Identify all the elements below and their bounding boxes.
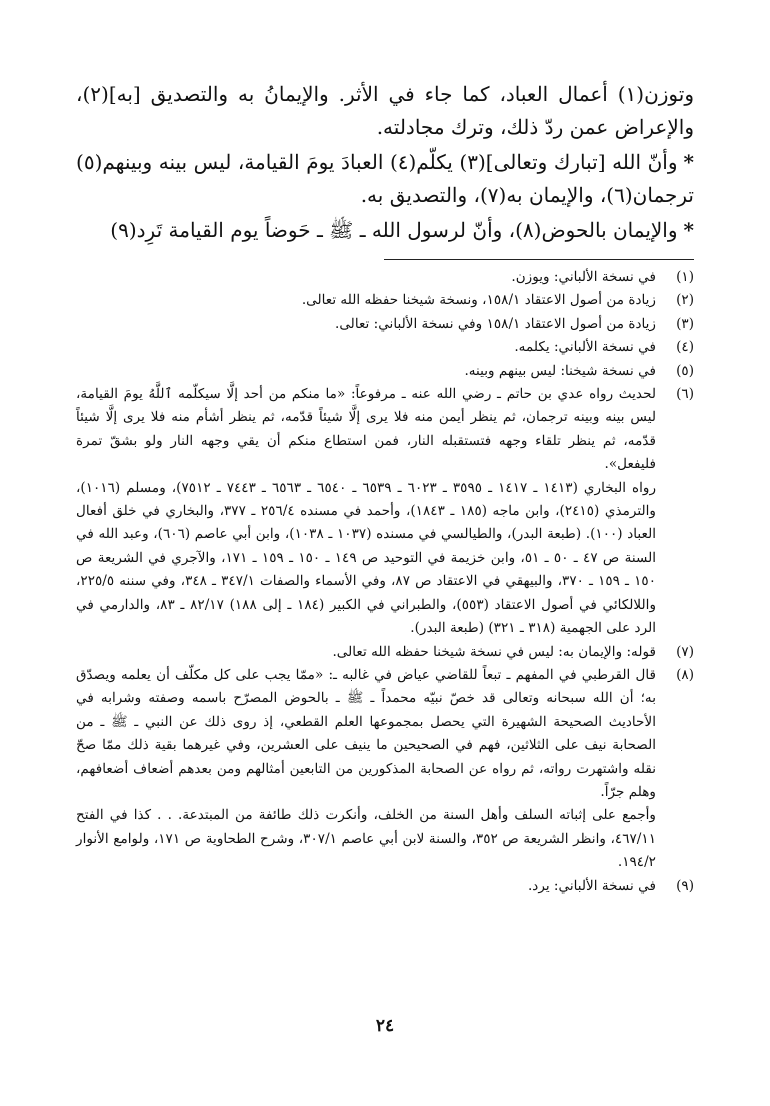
footnote-text <box>76 336 656 359</box>
footnote-number: (٥) <box>676 362 694 379</box>
footnote-text <box>76 383 656 640</box>
footnote-number: (٢) <box>676 292 694 309</box>
main-paragraph-text: وتوزن(١) أعمال العباد، كما جاء في الأثر. والإيمانُ به والتصديق [به](٢)، والإعراض عمن ردّ ذلك، وترك مجادلته. <box>76 82 694 139</box>
footnote-paragraph: في نسخة الألباني: ويوزن. <box>511 269 656 285</box>
main-text <box>76 78 694 247</box>
footnote <box>76 336 694 359</box>
main-paragraph-text: والإيمان بالحوض(٨)، وأنّ لرسول الله ـ ﷺ ـ حَوضاً يوم القيامة تَرِد(٩) <box>110 218 678 242</box>
footnote-paragraph: في نسخة الألباني: يرد. <box>527 877 656 894</box>
asterisk-marker: * <box>683 150 694 174</box>
footnote <box>76 313 694 336</box>
footnote-text <box>76 360 656 383</box>
main-paragraph <box>76 78 694 144</box>
footnote-text <box>76 266 656 289</box>
footnote-paragraph: في نسخة الألباني: يكلمه. <box>514 339 656 356</box>
footnote-paragraph: في نسخة شيخنا: ليس بينهم وبينه. <box>464 362 656 379</box>
footnote <box>76 289 694 312</box>
footnote-text <box>76 875 656 898</box>
footnote-number: (٨) <box>676 666 694 683</box>
asterisk-marker: * <box>683 218 694 242</box>
footnote <box>76 266 694 289</box>
footnotes <box>76 266 694 898</box>
footnote-number: (٧) <box>676 643 694 660</box>
footnote-paragraph: وأجمع على إثباته السلف وأهل السنة من الخلف، وأنكرت ذلك طائفة من المبتدعة. . . كذا في الفتح ٤٦٧/١١، وانظر الشريعة ص ٣٥٢، والسنة لابن أبي عاصم ٣٠٧/١، وشرح الطحاوية ص ١٧١، ولوامع الأنوار ١٩٤/٢. <box>76 807 656 871</box>
footnote-paragraph: قوله: والإيمان به: ليس في نسخة شيخنا حفظه الله تعالى. <box>332 643 656 660</box>
footnote-paragraph: زيادة من أصول الاعتقاد ١٥٨/١ وفي نسخة الألباني: تعالى. <box>335 315 656 332</box>
footnote-number: (٩) <box>676 877 694 894</box>
footnote <box>76 641 694 664</box>
footnote-text <box>76 664 656 875</box>
footnote <box>76 383 694 640</box>
footnote-separator <box>384 259 694 260</box>
footnote-number: (٣) <box>676 315 694 332</box>
footnote-number: (٦) <box>676 386 694 403</box>
footnote-paragraph: رواه البخاري (١٤١٣ ـ ١٤١٧ ـ ٣٥٩٥ ـ ٦٠٢٣ ـ ٦٥٣٩ ـ ٦٥٤٠ ـ ٦٥٦٣ ـ ٧٤٤٣ ـ ٧٥١٢)، ومسلم (١٠١٦)، والترمذي (٢٤١٥)، وابن ماجه (١٨٥ ـ ١٨٤٣)، وأحمد في مسنده ٢٥٦/٤ ـ ٣٧٧، والبخاري في خلق أفعال العباد (١٠٠). (طبعة البدر)، والطيالسي في مسنده (١٠٣٧ ـ ١٠٣٨)، وابن أبي عاصم (٦٠٦)، وعبد الله في السنة ص ٤٧ ـ ٥٠ ـ ٥١، وابن خزيمة في التوحيد ص ١٤٩ ـ ١٥٠ ـ ١٥٩ ـ ١٧١، والآجري في الشريعة ص ١٥٠ ـ ١٥٩ ـ ٣٧٠، والبيهقي في الاعتقاد ص ٨٧، وفي الأسماء والصفات ٣٤٧/١ ـ ٣٤٨، وفي سننه ٢٢٥/٥، واللالكائي في أصول الاعتقاد (٥٥٣)، والطبراني في الكبير (١٨٤ ـ إلى ١٨٨) ٨٢/١٧ ـ ٨٣، والدارمي في الرد على الجهمية (٣١٨ ـ ٣٢١) (طبعة البدر). <box>76 479 657 637</box>
footnote-number: (٤) <box>676 339 694 356</box>
footnote <box>76 360 694 383</box>
footnote-text <box>76 313 656 336</box>
main-paragraph-text: وأنّ الله [تبارك وتعالى](٣) يكلّم(٤) العبادَ يومَ القيامة، ليس بينه وبينهم(٥) ترجمان(٦)، والإيمان به(٧)، والتصديق به. <box>76 150 694 207</box>
footnote-text <box>76 289 656 312</box>
footnote-text <box>76 641 656 664</box>
footnote-paragraph: لحديث رواه عدي بن حاتم ـ رضي الله عنه ـ مرفوعاً: «ما منكم من أحد إلَّا سيكلّمه ٱللَّهُ يومَ القيامة، ليس بينه وبينه ترجمان، ثم ينظر أيمن منه فلا يرى إلَّا شيئاً قدّمه، ثم ينظر أشأم منه فلا يرى إلَّا شيئاً قدّمه، ثم ينظر تلقاء وجهه فتستقبله النار، فمن استطاع منكم أن يقي وجهه النار ولو بشقّ تمرة فليفعل». <box>76 386 656 473</box>
footnote <box>76 875 694 898</box>
main-paragraph <box>76 214 694 247</box>
main-paragraph <box>76 146 694 212</box>
footnote-number: (١) <box>676 269 694 285</box>
footnote <box>76 664 694 875</box>
page-number: ٢٤ <box>375 1016 395 1036</box>
footnote-paragraph: قال القرطبي في المفهم ـ تبعاً للقاضي عياض في غالبه ـ: «ممّا يجب على كل مكلّف أن يعلمه ويصدّق به؛ أن الله سبحانه وتعالى قد خصّ نبيّه محمداً ـ ﷺ ـ بالحوض المصرّح باسمه وصفته وشرابه في الأحاديث الصحيحة الشهيرة التي يحصل بمجموعها العلم القطعي، إذ روى ذلك عن النبي ـ ﷺ ـ من الصحابة نيف على الثلاثين، فهم في الصحيحين ما ينيف على العشرين، وفي غيرهما بقية ذلك ممّا صحّ نقله واشتهرت رواته، ثم رواه عن الصحابة المذكورين من التابعين أمثالهم ومن بعدهم أضعاف أضعافهم، وهلم جرّاً. <box>76 666 656 800</box>
footnote-paragraph: زيادة من أصول الاعتقاد ١٥٨/١، ونسخة شيخنا حفظه الله تعالى. <box>301 292 656 309</box>
